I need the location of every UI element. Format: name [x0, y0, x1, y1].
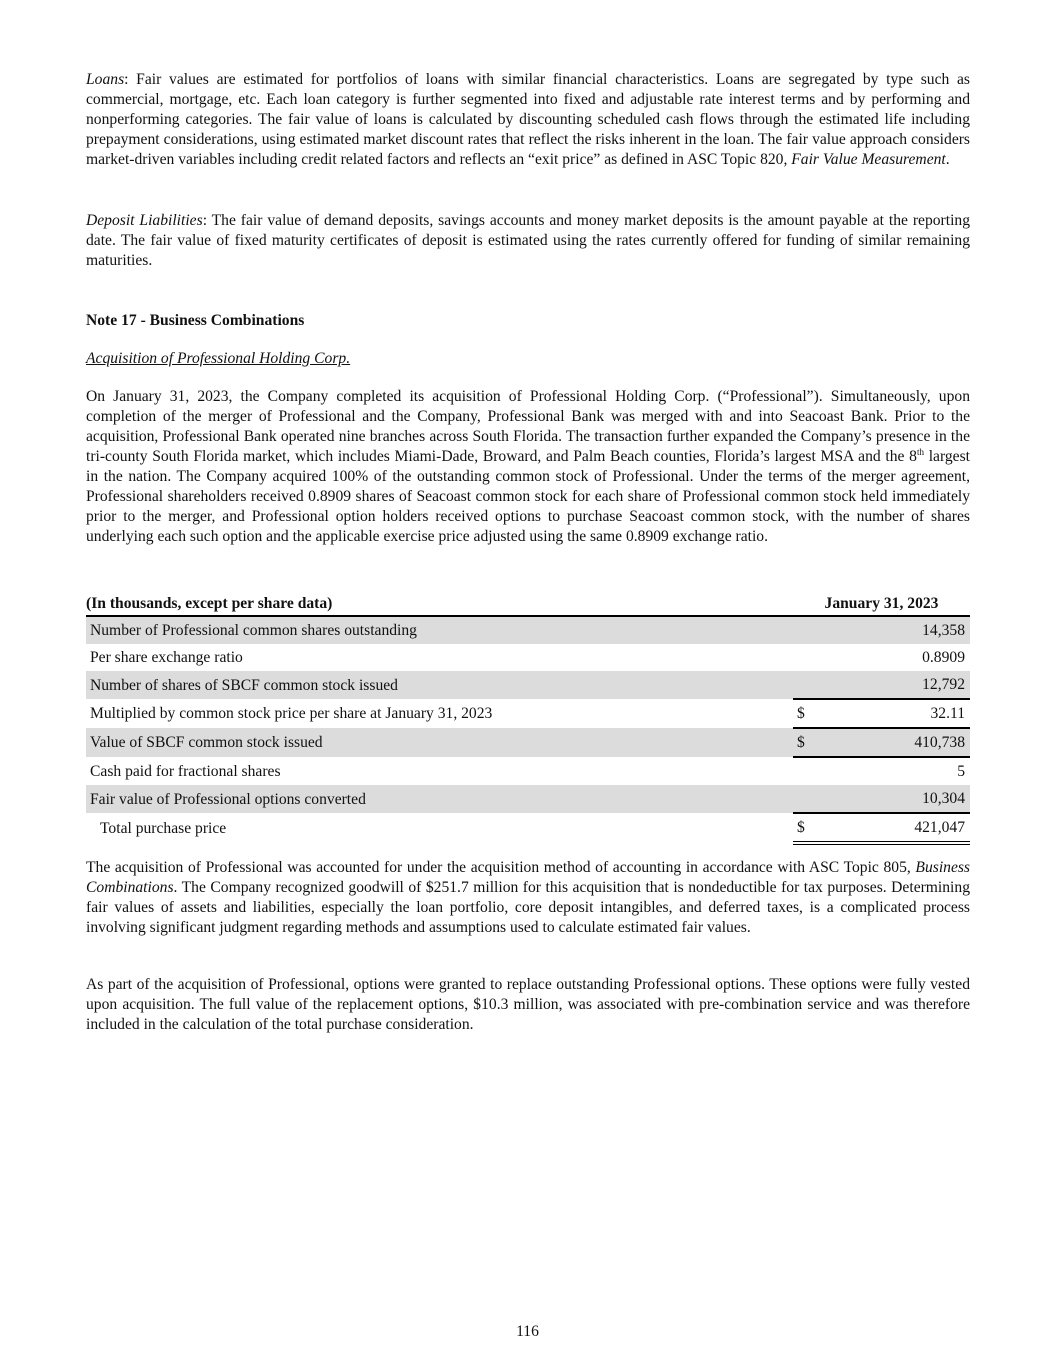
table-row	[86, 757, 970, 785]
row-label: Number of Professional common shares outstanding	[86, 616, 793, 644]
row-label: Cash paid for fractional shares	[90, 762, 281, 780]
page-number: 116	[516, 1323, 539, 1340]
row-value: 14,358	[825, 616, 970, 644]
row-label: Value of SBCF common stock issued	[86, 728, 793, 757]
row-currency	[793, 671, 825, 699]
row-value: 0.8909	[922, 649, 965, 666]
accounting-text-1: The acquisition of Professional was accounted for under the acquisition method of accounting in accordance with ASC Topic 805,	[86, 859, 916, 876]
row-value: 12,792	[825, 671, 970, 699]
table-total-row	[86, 813, 970, 843]
table-header-column: January 31, 2023	[793, 593, 970, 616]
row-value: 10,304	[825, 785, 970, 813]
row-value: 5	[957, 763, 965, 780]
table-row	[86, 644, 970, 671]
row-currency: $	[793, 699, 825, 728]
loans-end: .	[945, 151, 950, 168]
accounting-text-2: . The Company recognized goodwill of $251.7 million for this acquisition that is nondeductible for tax purposes. Determining fair values of assets and liabilities, especially the loan portfolio, core deposit intangibles, and deferred taxes, is a complicated process involving significant judgment regarding methods and assumptions used to calculate estimated fair values.	[86, 879, 970, 936]
accounting-method-paragraph	[86, 858, 970, 938]
table-row	[86, 671, 970, 699]
row-value: 410,738	[825, 728, 970, 757]
table-row	[86, 699, 970, 728]
row-label: Fair value of Professional options converted	[86, 785, 793, 813]
row-value: 32.11	[825, 699, 970, 728]
row-label: Number of shares of SBCF common stock issued	[86, 671, 793, 699]
row-currency	[793, 644, 825, 671]
purchase-price-table	[86, 593, 970, 845]
row-currency: $	[793, 728, 825, 757]
row-label: Multiplied by common stock price per share at January 31, 2023	[90, 705, 493, 722]
row-currency	[793, 785, 825, 813]
note-heading: Note 17 - Business Combinations	[86, 312, 305, 329]
acquisition-paragraph	[86, 387, 970, 547]
row-label: Per share exchange ratio	[90, 649, 243, 666]
ordinal-superscript: th	[916, 447, 924, 457]
loans-text: : Fair values are estimated for portfolios of loans with similar financial characteristics. Loans are segregated by type such as commercial, mortgage, etc. Each loan category is further segmented into fixed and adjustable rate interest terms and by performing and nonperforming categories. The fair value of loans is calculated by discounting scheduled cash flows through the estimated life including prepayment considerations, using estimated market discount rates that reflect the risks inherent in the loan. The fair value approach considers market-driven variables including credit related factors and reflects an “exit price” as defined in ASC Topic 820,	[86, 71, 970, 168]
table-row	[86, 616, 970, 644]
row-currency	[793, 757, 825, 785]
table-header-label: (In thousands, except per share data)	[86, 593, 793, 616]
table-header-row	[86, 593, 970, 616]
loans-paragraph	[86, 70, 970, 170]
acquisition-text-2: largest in the nation. The Company acquired 100% of the outstanding common stock of Professional. Under the terms of the merger agreement, Professional shareholders received 0.8909 shares of Seacoast common stock for each share of Professional common stock held immediately prior to the merger, and Professional option holders received options to purchase Seacoast common stock, with the number of shares underlying each such option and the applicable exercise price adjusted using the same 0.8909 exchange ratio.	[86, 448, 971, 545]
row-currency: $	[793, 813, 825, 843]
accounting-italic-ref: Business Combinations	[86, 859, 970, 896]
replacement-options-paragraph: As part of the acquisition of Professional, options were granted to replace outstanding Professional options. These options were fully vested upon acquisition. The full value of the replacement options, $10.3 million, was associated with pre-combination service and was therefore included in the calculation of the total purchase consideration.	[86, 976, 970, 1033]
row-label: Total purchase price	[100, 819, 227, 837]
section-subheading: Acquisition of Professional Holding Corp.	[86, 350, 351, 367]
table-row	[86, 728, 970, 757]
row-value: 421,047	[825, 813, 970, 843]
deposit-term: Deposit Liabilities	[86, 212, 203, 229]
acquisition-text-1: On January 31, 2023, the Company completed its acquisition of Professional Holding Corp. (“Professional”). Simultaneously, upon completion of the merger of Professional and the Company, Professional Bank was merged with and into Seacoast Bank. Prior to the acquisition, Professional Bank operated nine branches across South Florida. The transaction further expanded the Company’s presence in the tri-county South Florida market, which includes Miami-Dade, Broward, and Palm Beach counties, Florida’s largest MSA and the 8	[86, 388, 970, 465]
table-row	[86, 785, 970, 813]
row-currency	[793, 616, 825, 644]
loans-italic-ref: Fair Value Measurement	[791, 151, 946, 168]
deposit-liabilities-paragraph	[86, 211, 970, 271]
deposit-text: : The fair value of demand deposits, savings accounts and money market deposits is the amount payable at the reporting date. The fair value of fixed maturity certificates of deposit is estimated using the rates currently offered for funding of similar remaining maturities.	[86, 212, 970, 269]
loans-term: Loans	[86, 71, 125, 88]
